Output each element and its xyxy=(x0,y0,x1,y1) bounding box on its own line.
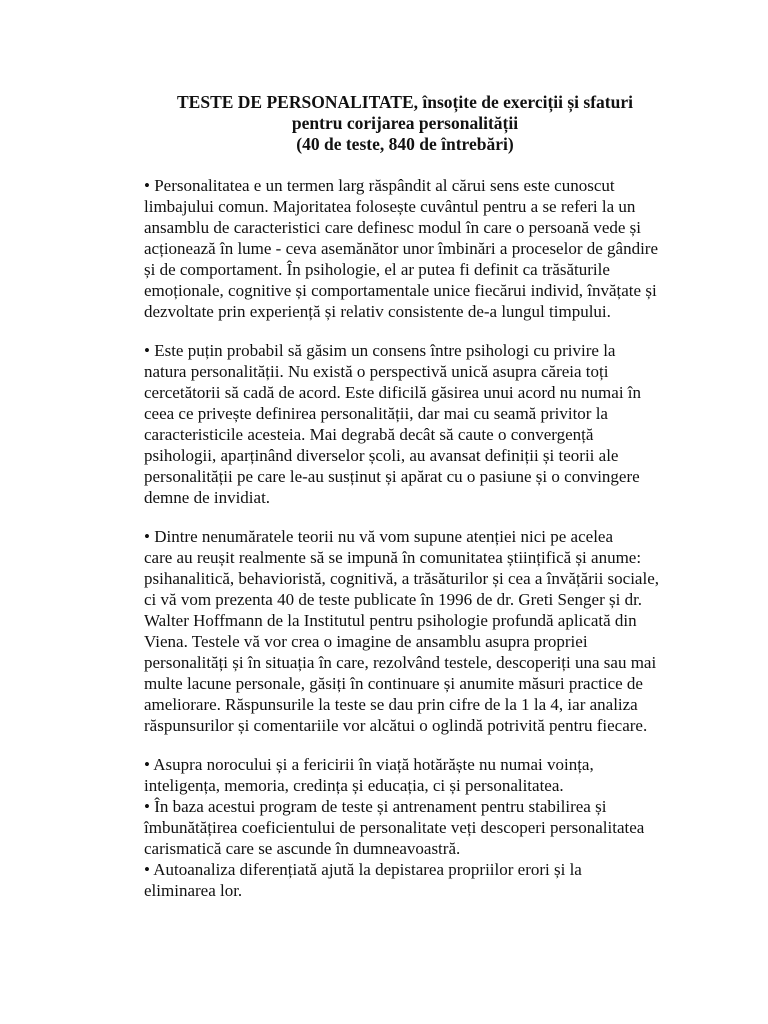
title-line: (40 de teste, 840 de întrebări) xyxy=(296,134,514,154)
text-line: multe lacune personale, găsiți în continuare și anumite măsuri practice de xyxy=(144,674,643,693)
text-line: • Personalitatea e un termen larg răspândit al cărui sens este cunoscut xyxy=(144,176,615,195)
text-line: personalității pe care le-au susținut și apărat cu o pasiune și o convingere xyxy=(144,467,640,486)
text-line: • Autoanaliza diferențiată ajută la depistarea propriilor erori și la xyxy=(144,860,582,879)
text-line: ceea ce privește definirea personalității, dar mai cu seamă privitor la xyxy=(144,404,608,423)
text-line: psihologii, aparținând diverselor școli, au avansat definiții și teorii ale xyxy=(144,446,619,465)
text-line: emoționale, cognitive și comportamentale unice fiecărui individ, învățate și xyxy=(144,281,657,300)
text-line: psihanalitică, behavioristă, cognitivă, a trăsăturilor și cea a învățării sociale, xyxy=(144,569,659,588)
text-line: inteligența, memoria, credința și educația, ci și personalitatea. xyxy=(144,776,564,795)
text-line: carismatică care se ascunde în dumneavoastră. xyxy=(144,839,461,858)
text-line: ci vă vom prezenta 40 de teste publicate în 1996 de dr. Greti Senger și dr. xyxy=(144,590,643,609)
text-line: îmbunătățirea coeficientului de personalitate veți descoperi personalitatea xyxy=(144,818,645,837)
text-line: răspunsurilor și comentariile vor alcătui o oglindă potrivită pentru fiecare. xyxy=(144,716,648,735)
text-line: • Dintre nenumăratele teorii nu vă vom supune atenției nici pe acelea xyxy=(144,527,614,546)
title-line: TESTE DE PERSONALITATE, însoțite de exerciții și sfaturi xyxy=(177,92,633,112)
text-line: Viena. Testele vă vor crea o imagine de ansamblu asupra propriei xyxy=(144,632,588,651)
text-line: eliminarea lor. xyxy=(144,881,243,900)
text-line: și de comportament. În psihologie, el ar putea fi definit ca trăsăturile xyxy=(144,260,610,279)
title-line: pentru corijarea personalității xyxy=(291,113,519,133)
text-line: ameliorare. Răspunsurile la teste se dau prin cifre de la 1 la 4, iar analiza xyxy=(144,695,638,714)
text-line: limbajului comun. Majoritatea folosește cuvântul pentru a se referi la un xyxy=(144,197,636,216)
text-line: ansamblu de caracteristici care definesc modul în care o persoană vede și xyxy=(144,218,642,237)
paragraph-self-analysis xyxy=(112,859,657,901)
paragraph-theories xyxy=(112,526,657,736)
document-body xyxy=(112,175,657,901)
text-line: cercetătorii să cadă de acord. Este dificilă găsirea unui acord nu numai în xyxy=(144,383,642,402)
text-line: Walter Hoffmann de la Institutul pentru psihologie profundă aplicată din xyxy=(144,611,637,630)
text-line: • Este puțin probabil să găsim un consens între psihologi cu privire la xyxy=(144,341,616,360)
text-line: natura personalității. Nu există o perspectivă unică asupra căreia toți xyxy=(144,362,609,381)
paragraph-consensus xyxy=(112,340,657,508)
text-line: • În baza acestui program de teste și antrenament pentru stabilirea și xyxy=(144,797,607,816)
text-line: care au reușit realmente să se impună în comunitatea științifică și anume: xyxy=(144,548,642,567)
document-title xyxy=(150,92,660,155)
paragraph-test-program xyxy=(112,796,657,859)
text-line: personalități și în situația în care, rezolvând testele, descoperiți una sau mai xyxy=(144,653,657,672)
text-line: dezvoltate prin experiență și relativ consistente de-a lungul timpului. xyxy=(144,302,611,321)
text-line: demne de invidiat. xyxy=(144,488,271,507)
paragraph-personality-definition xyxy=(112,175,657,322)
paragraph-luck-happiness xyxy=(112,754,657,796)
text-line: • Asupra norocului și a fericirii în viață hotărăște nu numai voința, xyxy=(144,755,594,774)
text-line: caracteristicile acesteia. Mai degrabă decât să caute o convergență xyxy=(144,425,594,444)
text-line: acționează în lume - ceva asemănător unor îmbinări a proceselor de gândire xyxy=(144,239,659,258)
